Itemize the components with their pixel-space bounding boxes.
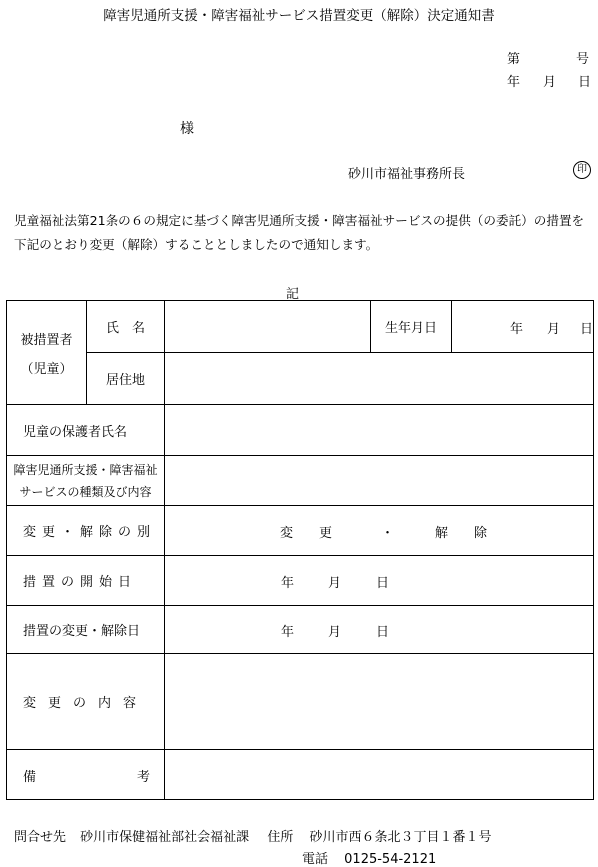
service-label-1: 障害児通所支援・障害福祉	[13, 462, 158, 477]
change-date-value-cell[interactable]	[165, 606, 594, 654]
date-day-label: 日	[578, 75, 592, 90]
change-month-label: 月	[328, 624, 342, 640]
footer-contact-line	[14, 826, 491, 845]
birth-date-value-cell[interactable]	[452, 301, 594, 353]
birth-date-label: 生年月日	[371, 301, 452, 353]
birth-month-label: 月	[547, 321, 561, 337]
distinction-separator: ・	[381, 525, 395, 541]
table-row-content	[7, 654, 594, 750]
subject-label-1: 被措置者	[20, 332, 73, 348]
number-label: 第	[507, 52, 521, 67]
change-year-label: 年	[281, 624, 295, 640]
distinction-cancel[interactable]: 解 除	[435, 525, 488, 541]
remarks-label-2: 考	[137, 769, 151, 785]
document-title: 障害児通所支援・障害福祉サービス措置変更（解除）決定通知書	[103, 8, 495, 24]
start-day-label: 日	[376, 575, 390, 591]
seal-mark: 印	[573, 161, 591, 179]
guardian-label: 児童の保護者氏名	[7, 405, 165, 456]
table-row-name	[7, 301, 594, 353]
service-value-cell[interactable]	[165, 456, 594, 506]
birth-day-label: 日	[580, 321, 594, 337]
subject-label-cell	[7, 301, 87, 405]
start-date-value-cell[interactable]	[165, 556, 594, 606]
date-year-label: 年	[507, 75, 521, 90]
distinction-change[interactable]: 変 更	[280, 525, 333, 541]
address-label: 居住地	[87, 353, 165, 405]
remarks-value-cell[interactable]	[165, 750, 594, 800]
table-row-service	[7, 456, 594, 506]
number-unit: 号	[576, 52, 590, 67]
table-row-guardian	[7, 405, 594, 456]
date-month-label: 月	[543, 75, 557, 90]
birth-year-label: 年	[510, 321, 524, 337]
contact-address: 砂川市西６条北３丁目１番１号	[309, 830, 492, 845]
change-day-label: 日	[376, 624, 390, 640]
contact-label: 問合せ先	[14, 830, 67, 845]
distinction-label: 変更・解除の別	[7, 506, 165, 556]
name-label: 氏 名	[87, 301, 165, 353]
notice-body-text: 児童福祉法第21条の６の規定に基づく障害児通所支援・障害福祉サービスの提供（の委託）の措置を下記のとおり変更（解除）することとしましたので通知します。	[14, 213, 585, 252]
guardian-value-cell[interactable]	[165, 405, 594, 456]
ki-heading: 記	[286, 287, 300, 302]
table-row-distinction	[7, 506, 594, 556]
distinction-value-cell[interactable]	[165, 506, 594, 556]
contact-address-label: 住所	[267, 830, 294, 845]
phone-number: 0125-54-2121	[344, 852, 437, 867]
address-value-cell[interactable]	[165, 353, 594, 405]
subject-label-2: （児童）	[20, 361, 73, 377]
remarks-label-1: 備	[23, 769, 37, 785]
phone-label: 電話	[302, 852, 329, 867]
name-value-cell[interactable]	[165, 301, 371, 353]
service-label-cell	[7, 456, 165, 506]
footer-phone-line	[302, 848, 436, 867]
table-row-remarks	[7, 750, 594, 800]
start-month-label: 月	[328, 575, 342, 591]
addressee-suffix: 様	[180, 121, 194, 137]
content-label: 変更の内容	[7, 654, 165, 750]
content-value-cell[interactable]	[165, 654, 594, 750]
remarks-label-cell	[7, 750, 165, 800]
table-row-start-date	[7, 556, 594, 606]
issuer-name: 砂川市福祉事務所長	[348, 167, 466, 182]
start-year-label: 年	[281, 575, 295, 591]
notice-table	[6, 300, 594, 800]
change-date-label: 措置の変更・解除日	[7, 606, 165, 654]
service-label-2: サービスの種類及び内容	[19, 484, 152, 499]
contact-department: 砂川市保健福祉部社会福祉課	[80, 830, 250, 845]
start-date-label: 措置の開始日	[7, 556, 165, 606]
table-row-address	[7, 353, 594, 405]
table-row-change-date	[7, 606, 594, 654]
